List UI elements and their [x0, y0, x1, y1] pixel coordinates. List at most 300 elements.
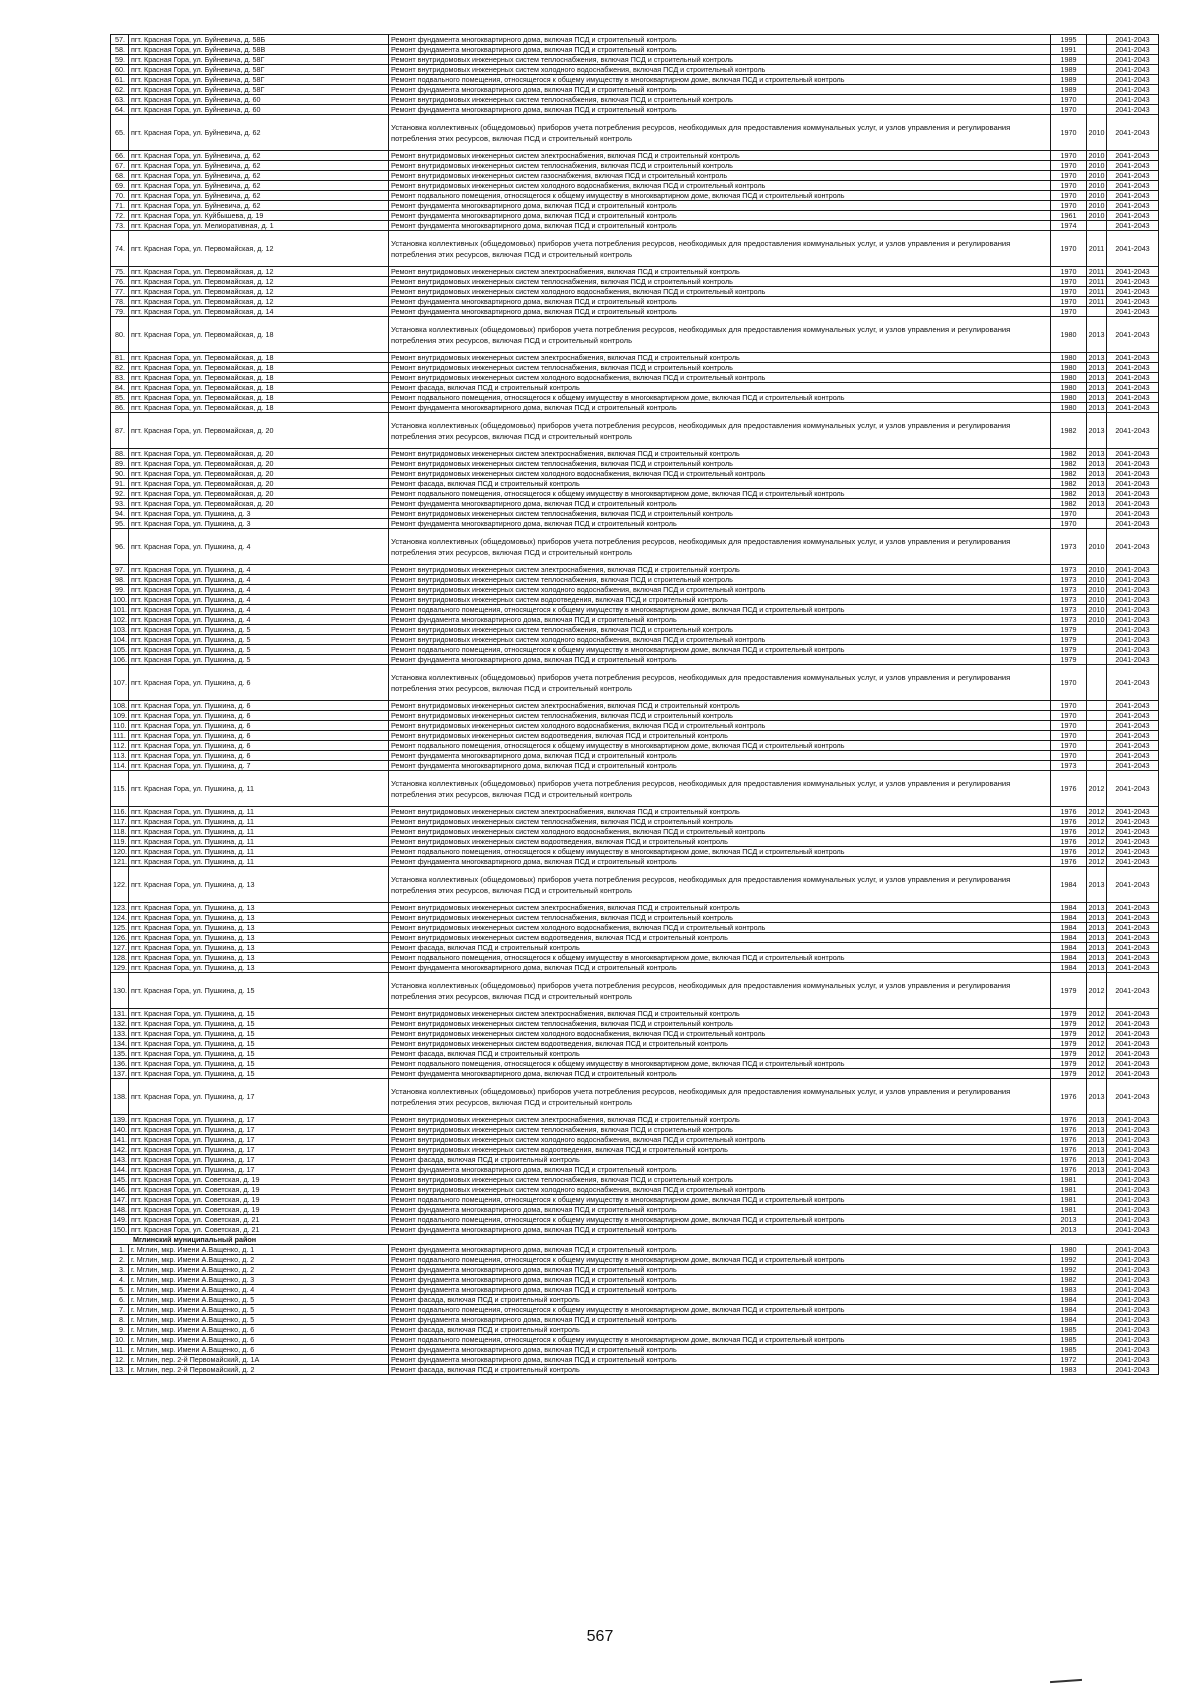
table-row — [111, 267, 1159, 277]
table-row — [111, 1205, 1159, 1215]
row-number-cell: 125. — [111, 923, 129, 933]
last-repair-year-cell: 2012 — [1088, 1049, 1105, 1058]
address-cell: пгт. Красная Гора, ул. Пушкина, д. 13 — [129, 933, 389, 943]
last-repair-year-cell: 2013 — [1088, 363, 1105, 372]
commission-year-cell: 1970 — [1051, 191, 1087, 201]
planned-period-cell: 2041-2043 — [1107, 151, 1159, 161]
address-cell: пгт. Красная Гора, ул. Буйневича, д. 58Г — [129, 85, 389, 95]
table-row — [111, 595, 1159, 605]
commission-year-cell: 1970 — [1051, 287, 1087, 297]
planned-period-cell: 2041-2043 — [1107, 1125, 1159, 1135]
table-row — [111, 867, 1159, 903]
last-repair-year-cell: 2013 — [1088, 943, 1105, 952]
work-type-cell: Ремонт внутридомовых инженерных систем электроснабжения, включая ПСД и строительный контроль — [389, 151, 1051, 161]
work-type-cell: Ремонт внутридомовых инженерных систем электроснабжения, включая ПСД и строительный контроль — [389, 565, 1051, 575]
work-type-cell: Ремонт внутридомовых инженерных систем теплоснабжения, включая ПСД и строительный контроль — [389, 1019, 1051, 1029]
planned-period-cell: 2041-2043 — [1107, 585, 1159, 595]
address-cell: пгт. Красная Гора, ул. Мелиоративная, д. 1 — [129, 221, 389, 231]
address-cell: г. Мглин, мкр. Имени А.Ващенко, д. 3 — [129, 1275, 389, 1285]
work-type-cell: Ремонт внутридомовых инженерных систем холодного водоснабжения, включая ПСД и строительный контроль — [389, 1029, 1051, 1039]
row-number-cell: 97. — [111, 565, 129, 575]
last-repair-year-cell — [1087, 701, 1107, 711]
planned-period-cell: 2041-2043 — [1107, 231, 1159, 267]
address-cell: пгт. Красная Гора, ул. Пушкина, д. 11 — [129, 847, 389, 857]
address-cell: г. Мглин, мкр. Имени А.Ващенко, д. 6 — [129, 1345, 389, 1355]
last-repair-year-cell: 2012 — [1088, 1039, 1105, 1048]
planned-period-cell: 2041-2043 — [1107, 625, 1159, 635]
planned-period-cell: 2041-2043 — [1107, 1175, 1159, 1185]
row-number-cell: 92. — [111, 489, 129, 499]
row-number-cell: 98. — [111, 575, 129, 585]
table-row — [111, 615, 1159, 625]
table-row — [111, 1345, 1159, 1355]
table-row — [111, 529, 1159, 565]
row-number-cell: 147. — [111, 1195, 129, 1205]
work-type-cell: Ремонт внутридомовых инженерных систем холодного водоснабжения, включая ПСД и строительный контроль — [389, 181, 1051, 191]
row-number-cell: 108. — [111, 701, 129, 711]
commission-year-cell: 1970 — [1051, 267, 1087, 277]
last-repair-year-cell — [1087, 731, 1107, 741]
table-row — [111, 171, 1159, 181]
table-row — [111, 847, 1159, 857]
work-type-cell: Ремонт внутридомовых инженерных систем водоотведения, включая ПСД и строительный контроль — [389, 595, 1051, 605]
table-row — [111, 1185, 1159, 1195]
row-number-cell: 81. — [111, 353, 129, 363]
work-type-cell: Ремонт фундамента многоквартирного дома, включая ПСД и строительный контроль — [389, 1165, 1051, 1175]
work-type-cell: Ремонт внутридомовых инженерных систем электроснабжения, включая ПСД и строительный контроль — [389, 701, 1051, 711]
address-cell: пгт. Красная Гора, ул. Буйневича, д. 58Г — [129, 55, 389, 65]
table-row — [111, 1019, 1159, 1029]
address-cell: г. Мглин, мкр. Имени А.Ващенко, д. 5 — [129, 1305, 389, 1315]
address-cell: пгт. Красная Гора, ул. Пушкина, д. 11 — [129, 857, 389, 867]
row-number-cell: 113. — [111, 751, 129, 761]
planned-period-cell: 2041-2043 — [1107, 35, 1159, 45]
work-type-cell: Установка коллективных (общедомовых) приборов учета потребления ресурсов, необходимых для предоставления коммунальных услуг, и узлов управления и регулирования потребления этих ресурсов, включая ПСД и строительный контроль — [389, 665, 1051, 701]
work-type-cell: Ремонт фундамента многоквартирного дома, включая ПСД и строительный контроль — [389, 105, 1051, 115]
row-number-cell: 94. — [111, 509, 129, 519]
address-cell: пгт. Красная Гора, ул. Буйневича, д. 62 — [129, 201, 389, 211]
planned-period-cell: 2041-2043 — [1107, 807, 1159, 817]
row-number-cell: 7. — [111, 1305, 129, 1315]
planned-period-cell: 2041-2043 — [1107, 731, 1159, 741]
commission-year-cell: 1976 — [1051, 1145, 1087, 1155]
last-repair-year-cell: 2013 — [1088, 1125, 1105, 1134]
address-cell: пгт. Красная Гора, ул. Первомайская, д. 18 — [129, 393, 389, 403]
work-type-cell: Ремонт внутридомовых инженерных систем теплоснабжения, включая ПСД и строительный контроль — [389, 913, 1051, 923]
commission-year-cell: 1980 — [1051, 383, 1087, 393]
last-repair-year-cell: 2011 — [1087, 231, 1107, 267]
address-cell: пгт. Красная Гора, ул. Первомайская, д. 20 — [129, 413, 389, 449]
table-row — [111, 479, 1159, 489]
work-type-cell: Ремонт внутридомовых инженерных систем водоотведения, включая ПСД и строительный контроль — [389, 933, 1051, 943]
last-repair-year-cell: 2013 — [1088, 1145, 1105, 1154]
work-type-cell: Ремонт фундамента многоквартирного дома, включая ПСД и строительный контроль — [389, 963, 1051, 973]
last-repair-year-cell — [1087, 1175, 1107, 1185]
row-number-cell: 136. — [111, 1059, 129, 1069]
table-row — [111, 201, 1159, 211]
planned-period-cell: 2041-2043 — [1107, 913, 1159, 923]
commission-year-cell: 1973 — [1051, 595, 1087, 605]
commission-year-cell: 1984 — [1051, 953, 1087, 963]
commission-year-cell: 1970 — [1051, 277, 1087, 287]
table-row — [111, 963, 1159, 973]
table-row — [111, 65, 1159, 75]
last-repair-year-cell: 2012 — [1088, 837, 1105, 846]
row-number-cell: 119. — [111, 837, 129, 847]
address-cell: пгт. Красная Гора, ул. Пушкина, д. 4 — [129, 575, 389, 585]
planned-period-cell: 2041-2043 — [1107, 847, 1159, 857]
row-number-cell: 63. — [111, 95, 129, 105]
address-cell: пгт. Красная Гора, ул. Пушкина, д. 15 — [129, 973, 389, 1009]
last-repair-year-cell: 2010 — [1088, 615, 1105, 624]
work-type-cell: Ремонт подвального помещения, относящегося к общему имуществу в многоквартирном доме, включая ПСД и строительный контроль — [389, 605, 1051, 615]
table-row — [111, 1335, 1159, 1345]
work-type-cell: Ремонт фасада, включая ПСД и строительный контроль — [389, 1295, 1051, 1305]
address-cell: пгт. Красная Гора, ул. Буйневича, д. 62 — [129, 191, 389, 201]
planned-period-cell: 2041-2043 — [1107, 1009, 1159, 1019]
planned-period-cell: 2041-2043 — [1107, 1165, 1159, 1175]
commission-year-cell: 1979 — [1051, 1009, 1087, 1019]
work-type-cell: Ремонт внутридомовых инженерных систем холодного водоснабжения, включая ПСД и строительный контроль — [389, 373, 1051, 383]
address-cell: пгт. Красная Гора, ул. Пушкина, д. 7 — [129, 761, 389, 771]
address-cell: пгт. Красная Гора, ул. Пушкина, д. 6 — [129, 731, 389, 741]
commission-year-cell: 1979 — [1051, 1019, 1087, 1029]
work-type-cell: Ремонт фундамента многоквартирного дома, включая ПСД и строительный контроль — [389, 297, 1051, 307]
row-number-cell: 99. — [111, 585, 129, 595]
table-row — [111, 317, 1159, 353]
commission-year-cell: 1961 — [1051, 211, 1087, 221]
planned-period-cell: 2041-2043 — [1107, 837, 1159, 847]
row-number-cell: 69. — [111, 181, 129, 191]
planned-period-cell: 2041-2043 — [1107, 277, 1159, 287]
planned-period-cell: 2041-2043 — [1107, 287, 1159, 297]
row-number-cell: 139. — [111, 1115, 129, 1125]
last-repair-year-cell — [1087, 1205, 1107, 1215]
address-cell: пгт. Красная Гора, ул. Пушкина, д. 6 — [129, 751, 389, 761]
work-type-cell: Ремонт фасада, включая ПСД и строительный контроль — [389, 1325, 1051, 1335]
commission-year-cell: 1984 — [1051, 943, 1087, 953]
planned-period-cell: 2041-2043 — [1107, 1115, 1159, 1125]
commission-year-cell: 1992 — [1051, 1255, 1087, 1265]
planned-period-cell: 2041-2043 — [1107, 923, 1159, 933]
table-row — [111, 211, 1159, 221]
row-number-cell: 64. — [111, 105, 129, 115]
planned-period-cell: 2041-2043 — [1107, 1029, 1159, 1039]
work-type-cell: Ремонт внутридомовых инженерных систем теплоснабжения, включая ПСД и строительный контроль — [389, 625, 1051, 635]
table-row — [111, 943, 1159, 953]
table-row — [111, 731, 1159, 741]
last-repair-year-cell: 2013 — [1088, 1115, 1105, 1124]
address-cell: пгт. Красная Гора, ул. Пушкина, д. 13 — [129, 943, 389, 953]
address-cell: пгт. Красная Гора, ул. Пушкина, д. 15 — [129, 1009, 389, 1019]
commission-year-cell: 1984 — [1051, 963, 1087, 973]
table-row — [111, 469, 1159, 479]
planned-period-cell: 2041-2043 — [1107, 701, 1159, 711]
commission-year-cell: 1982 — [1051, 413, 1087, 449]
commission-year-cell: 1970 — [1051, 751, 1087, 761]
address-cell: г. Мглин, мкр. Имени А.Ващенко, д. 2 — [129, 1255, 389, 1265]
address-cell: пгт. Красная Гора, ул. Буйневича, д. 58Г — [129, 65, 389, 75]
commission-year-cell: 1976 — [1051, 1155, 1087, 1165]
row-number-cell: 77. — [111, 287, 129, 297]
work-type-cell: Ремонт фундамента многоквартирного дома, включая ПСД и строительный контроль — [389, 1285, 1051, 1295]
address-cell: пгт. Красная Гора, ул. Пушкина, д. 11 — [129, 807, 389, 817]
commission-year-cell: 1984 — [1051, 913, 1087, 923]
work-type-cell: Ремонт внутридомовых инженерных систем электроснабжения, включая ПСД и строительный контроль — [389, 1009, 1051, 1019]
work-type-cell: Ремонт подвального помещения, относящегося к общему имуществу в многоквартирном доме, включая ПСД и строительный контроль — [389, 1215, 1051, 1225]
row-number-cell: 138. — [111, 1079, 129, 1115]
row-number-cell: 106. — [111, 655, 129, 665]
table-row — [111, 1125, 1159, 1135]
planned-period-cell: 2041-2043 — [1107, 211, 1159, 221]
last-repair-year-cell — [1087, 1305, 1107, 1315]
address-cell: пгт. Красная Гора, ул. Первомайская, д. 18 — [129, 373, 389, 383]
planned-period-cell: 2041-2043 — [1107, 529, 1159, 565]
work-type-cell: Установка коллективных (общедомовых) приборов учета потребления ресурсов, необходимых для предоставления коммунальных услуг, и узлов управления и регулирования потребления этих ресурсов, включая ПСД и строительный контроль — [389, 317, 1051, 353]
planned-period-cell: 2041-2043 — [1107, 1295, 1159, 1305]
planned-period-cell: 2041-2043 — [1107, 711, 1159, 721]
work-type-cell: Ремонт фундамента многоквартирного дома, включая ПСД и строительный контроль — [389, 1315, 1051, 1325]
row-number-cell: 96. — [111, 529, 129, 565]
planned-period-cell: 2041-2043 — [1107, 509, 1159, 519]
row-number-cell: 123. — [111, 903, 129, 913]
commission-year-cell: 1976 — [1051, 857, 1087, 867]
address-cell: пгт. Красная Гора, ул. Первомайская, д. 18 — [129, 403, 389, 413]
row-number-cell: 3. — [111, 1265, 129, 1275]
work-type-cell: Ремонт подвального помещения, относящегося к общему имуществу в многоквартирном доме, включая ПСД и строительный контроль — [389, 1305, 1051, 1315]
planned-period-cell: 2041-2043 — [1107, 1205, 1159, 1215]
table-row — [111, 1009, 1159, 1019]
last-repair-year-cell — [1087, 105, 1107, 115]
row-number-cell: 128. — [111, 953, 129, 963]
commission-year-cell: 1980 — [1051, 353, 1087, 363]
address-cell: пгт. Красная Гора, ул. Советская, д. 19 — [129, 1185, 389, 1195]
work-type-cell: Ремонт внутридомовых инженерных систем теплоснабжения, включая ПСД и строительный контроль — [389, 55, 1051, 65]
work-type-cell: Ремонт фундамента многоквартирного дома, включая ПСД и строительный контроль — [389, 211, 1051, 221]
planned-period-cell: 2041-2043 — [1107, 857, 1159, 867]
row-number-cell: 102. — [111, 615, 129, 625]
address-cell: пгт. Красная Гора, ул. Пушкина, д. 11 — [129, 771, 389, 807]
work-type-cell: Ремонт внутридомовых инженерных систем теплоснабжения, включая ПСД и строительный контроль — [389, 509, 1051, 519]
address-cell: пгт. Красная Гора, ул. Буйневича, д. 62 — [129, 171, 389, 181]
work-type-cell: Ремонт фундамента многоквартирного дома, включая ПСД и строительный контроль — [389, 655, 1051, 665]
planned-period-cell: 2041-2043 — [1107, 933, 1159, 943]
last-repair-year-cell: 2010 — [1088, 191, 1105, 200]
planned-period-cell: 2041-2043 — [1107, 1245, 1159, 1255]
work-type-cell: Ремонт подвального помещения, относящегося к общему имуществу в многоквартирном доме, включая ПСД и строительный контроль — [389, 191, 1051, 201]
table-row — [111, 973, 1159, 1009]
commission-year-cell: 1981 — [1051, 1205, 1087, 1215]
address-cell: пгт. Красная Гора, ул. Пушкина, д. 6 — [129, 701, 389, 711]
work-type-cell: Ремонт внутридомовых инженерных систем холодного водоснабжения, включая ПСД и строительный контроль — [389, 469, 1051, 479]
work-type-cell: Ремонт фасада, включая ПСД и строительный контроль — [389, 943, 1051, 953]
row-number-cell: 134. — [111, 1039, 129, 1049]
row-number-cell: 148. — [111, 1205, 129, 1215]
row-number-cell: 144. — [111, 1165, 129, 1175]
planned-period-cell: 2041-2043 — [1107, 903, 1159, 913]
last-repair-year-cell: 2011 — [1087, 297, 1107, 307]
table-row — [111, 605, 1159, 615]
commission-year-cell: 1970 — [1051, 741, 1087, 751]
table-row — [111, 1325, 1159, 1335]
last-repair-year-cell — [1087, 85, 1107, 95]
last-repair-year-cell: 2013 — [1088, 489, 1105, 498]
address-cell: пгт. Красная Гора, ул. Буйневича, д. 62 — [129, 115, 389, 151]
last-repair-year-cell: 2010 — [1088, 161, 1105, 170]
row-number-cell: 61. — [111, 75, 129, 85]
commission-year-cell: 1973 — [1051, 565, 1087, 575]
address-cell: пгт. Красная Гора, ул. Буйневича, д. 60 — [129, 105, 389, 115]
work-type-cell: Ремонт внутридомовых инженерных систем холодного водоснабжения, включая ПСД и строительный контроль — [389, 635, 1051, 645]
work-type-cell: Ремонт фундамента многоквартирного дома, включая ПСД и строительный контроль — [389, 221, 1051, 231]
row-number-cell: 72. — [111, 211, 129, 221]
commission-year-cell: 1984 — [1051, 1305, 1087, 1315]
last-repair-year-cell: 2012 — [1088, 807, 1105, 816]
address-cell: пгт. Красная Гора, ул. Буйневича, д. 62 — [129, 151, 389, 161]
row-number-cell: 2. — [111, 1255, 129, 1265]
commission-year-cell: 1976 — [1051, 847, 1087, 857]
commission-year-cell: 1979 — [1051, 635, 1087, 645]
planned-period-cell: 2041-2043 — [1107, 363, 1159, 373]
commission-year-cell: 1989 — [1051, 65, 1087, 75]
planned-period-cell: 2041-2043 — [1107, 1019, 1159, 1029]
row-number-cell: 129. — [111, 963, 129, 973]
work-type-cell: Ремонт внутридомовых инженерных систем холодного водоснабжения, включая ПСД и строительный контроль — [389, 585, 1051, 595]
last-repair-year-cell: 2012 — [1087, 973, 1107, 1009]
commission-year-cell: 1981 — [1051, 1185, 1087, 1195]
planned-period-cell: 2041-2043 — [1107, 413, 1159, 449]
row-number-cell: 89. — [111, 459, 129, 469]
row-number-cell: 8. — [111, 1315, 129, 1325]
address-cell: пгт. Красная Гора, ул. Пушкина, д. 4 — [129, 595, 389, 605]
address-cell: г. Мглин, мкр. Имени А.Ващенко, д. 5 — [129, 1315, 389, 1325]
table-row — [111, 1275, 1159, 1285]
row-number-cell: 70. — [111, 191, 129, 201]
address-cell: пгт. Красная Гора, ул. Пушкина, д. 4 — [129, 529, 389, 565]
last-repair-year-cell — [1087, 1325, 1107, 1335]
row-number-cell: 5. — [111, 1285, 129, 1295]
row-number-cell: 10. — [111, 1335, 129, 1345]
work-type-cell: Ремонт подвального помещения, относящегося к общему имуществу в многоквартирном доме, включая ПСД и строительный контроль — [389, 953, 1051, 963]
address-cell: пгт. Красная Гора, ул. Буйневича, д. 60 — [129, 95, 389, 105]
planned-period-cell: 2041-2043 — [1107, 867, 1159, 903]
last-repair-year-cell: 2013 — [1088, 373, 1105, 382]
address-cell: пгт. Красная Гора, ул. Пушкина, д. 11 — [129, 827, 389, 837]
address-cell: пгт. Красная Гора, ул. Пушкина, д. 15 — [129, 1049, 389, 1059]
row-number-cell: 150. — [111, 1225, 129, 1235]
row-number-cell: 130. — [111, 973, 129, 1009]
last-repair-year-cell — [1087, 1265, 1107, 1275]
planned-period-cell: 2041-2043 — [1107, 1285, 1159, 1295]
last-repair-year-cell: 2013 — [1088, 393, 1105, 402]
table-row — [111, 913, 1159, 923]
last-repair-year-cell — [1087, 35, 1107, 45]
last-repair-year-cell — [1087, 655, 1107, 665]
table-row — [111, 413, 1159, 449]
row-number-cell: 71. — [111, 201, 129, 211]
table-row — [111, 1245, 1159, 1255]
commission-year-cell: 1976 — [1051, 817, 1087, 827]
last-repair-year-cell — [1087, 1225, 1107, 1235]
table-row — [111, 307, 1159, 317]
planned-period-cell: 2041-2043 — [1107, 1275, 1159, 1285]
table-row — [111, 1295, 1159, 1305]
table-row — [111, 221, 1159, 231]
address-cell: пгт. Красная Гора, ул. Буйневича, д. 62 — [129, 161, 389, 171]
last-repair-year-cell: 2010 — [1088, 565, 1105, 574]
planned-period-cell: 2041-2043 — [1107, 1225, 1159, 1235]
commission-year-cell: 1970 — [1051, 519, 1087, 529]
row-number-cell: 73. — [111, 221, 129, 231]
last-repair-year-cell: 2010 — [1087, 529, 1107, 565]
commission-year-cell: 1970 — [1051, 731, 1087, 741]
planned-period-cell: 2041-2043 — [1107, 605, 1159, 615]
work-type-cell: Установка коллективных (общедомовых) приборов учета потребления ресурсов, необходимых для предоставления коммунальных услуг, и узлов управления и регулирования потребления этих ресурсов, включая ПСД и строительный контроль — [389, 973, 1051, 1009]
planned-period-cell: 2041-2043 — [1107, 565, 1159, 575]
row-number-cell: 84. — [111, 383, 129, 393]
row-number-cell: 118. — [111, 827, 129, 837]
last-repair-year-cell: 2013 — [1087, 317, 1107, 353]
planned-period-cell: 2041-2043 — [1107, 645, 1159, 655]
address-cell: пгт. Красная Гора, ул. Пушкина, д. 4 — [129, 605, 389, 615]
address-cell: пгт. Красная Гора, ул. Пушкина, д. 15 — [129, 1019, 389, 1029]
last-repair-year-cell — [1087, 761, 1107, 771]
table-row — [111, 191, 1159, 201]
planned-period-cell: 2041-2043 — [1107, 1265, 1159, 1275]
planned-period-cell: 2041-2043 — [1107, 943, 1159, 953]
work-type-cell: Ремонт внутридомовых инженерных систем водоотведения, включая ПСД и строительный контроль — [389, 1145, 1051, 1155]
work-type-cell: Установка коллективных (общедомовых) приборов учета потребления ресурсов, необходимых для предоставления коммунальных услуг, и узлов управления и регулирования потребления этих ресурсов, включая ПСД и строительный контроль — [389, 115, 1051, 151]
last-repair-year-cell: 2013 — [1088, 449, 1105, 458]
row-number-cell: 68. — [111, 171, 129, 181]
commission-year-cell: 1984 — [1051, 923, 1087, 933]
commission-year-cell: 2013 — [1051, 1225, 1087, 1235]
row-number-cell: 62. — [111, 85, 129, 95]
last-repair-year-cell — [1087, 741, 1107, 751]
last-repair-year-cell: 2013 — [1088, 953, 1105, 962]
planned-period-cell: 2041-2043 — [1107, 297, 1159, 307]
planned-period-cell: 2041-2043 — [1107, 317, 1159, 353]
address-cell: пгт. Красная Гора, ул. Пушкина, д. 4 — [129, 585, 389, 595]
last-repair-year-cell: 2013 — [1088, 469, 1105, 478]
row-number-cell: 100. — [111, 595, 129, 605]
planned-period-cell: 2041-2043 — [1107, 1255, 1159, 1265]
table-row — [111, 277, 1159, 287]
planned-period-cell: 2041-2043 — [1107, 161, 1159, 171]
planned-period-cell: 2041-2043 — [1107, 267, 1159, 277]
table-row — [111, 1079, 1159, 1115]
last-repair-year-cell — [1087, 1295, 1107, 1305]
work-type-cell: Ремонт фундамента многоквартирного дома, включая ПСД и строительный контроль — [389, 615, 1051, 625]
address-cell: пгт. Красная Гора, ул. Советская, д. 21 — [129, 1215, 389, 1225]
work-type-cell: Ремонт внутридомовых инженерных систем холодного водоснабжения, включая ПСД и строительный контроль — [389, 721, 1051, 731]
planned-period-cell: 2041-2043 — [1107, 635, 1159, 645]
address-cell: пгт. Красная Гора, ул. Первомайская, д. 20 — [129, 469, 389, 479]
work-type-cell: Ремонт внутридомовых инженерных систем водоотведения, включая ПСД и строительный контроль — [389, 731, 1051, 741]
address-cell: пгт. Красная Гора, ул. Пушкина, д. 13 — [129, 953, 389, 963]
work-type-cell: Ремонт внутридомовых инженерных систем водоотведения, включая ПСД и строительный контроль — [389, 837, 1051, 847]
last-repair-year-cell: 2012 — [1088, 1069, 1105, 1078]
row-number-cell: 109. — [111, 711, 129, 721]
last-repair-year-cell: 2013 — [1088, 353, 1105, 362]
table-row — [111, 1039, 1159, 1049]
planned-period-cell: 2041-2043 — [1107, 393, 1159, 403]
last-repair-year-cell: 2013 — [1088, 913, 1105, 922]
row-number-cell: 116. — [111, 807, 129, 817]
commission-year-cell: 1983 — [1051, 1285, 1087, 1295]
table-row — [111, 565, 1159, 575]
commission-year-cell: 1982 — [1051, 1275, 1087, 1285]
